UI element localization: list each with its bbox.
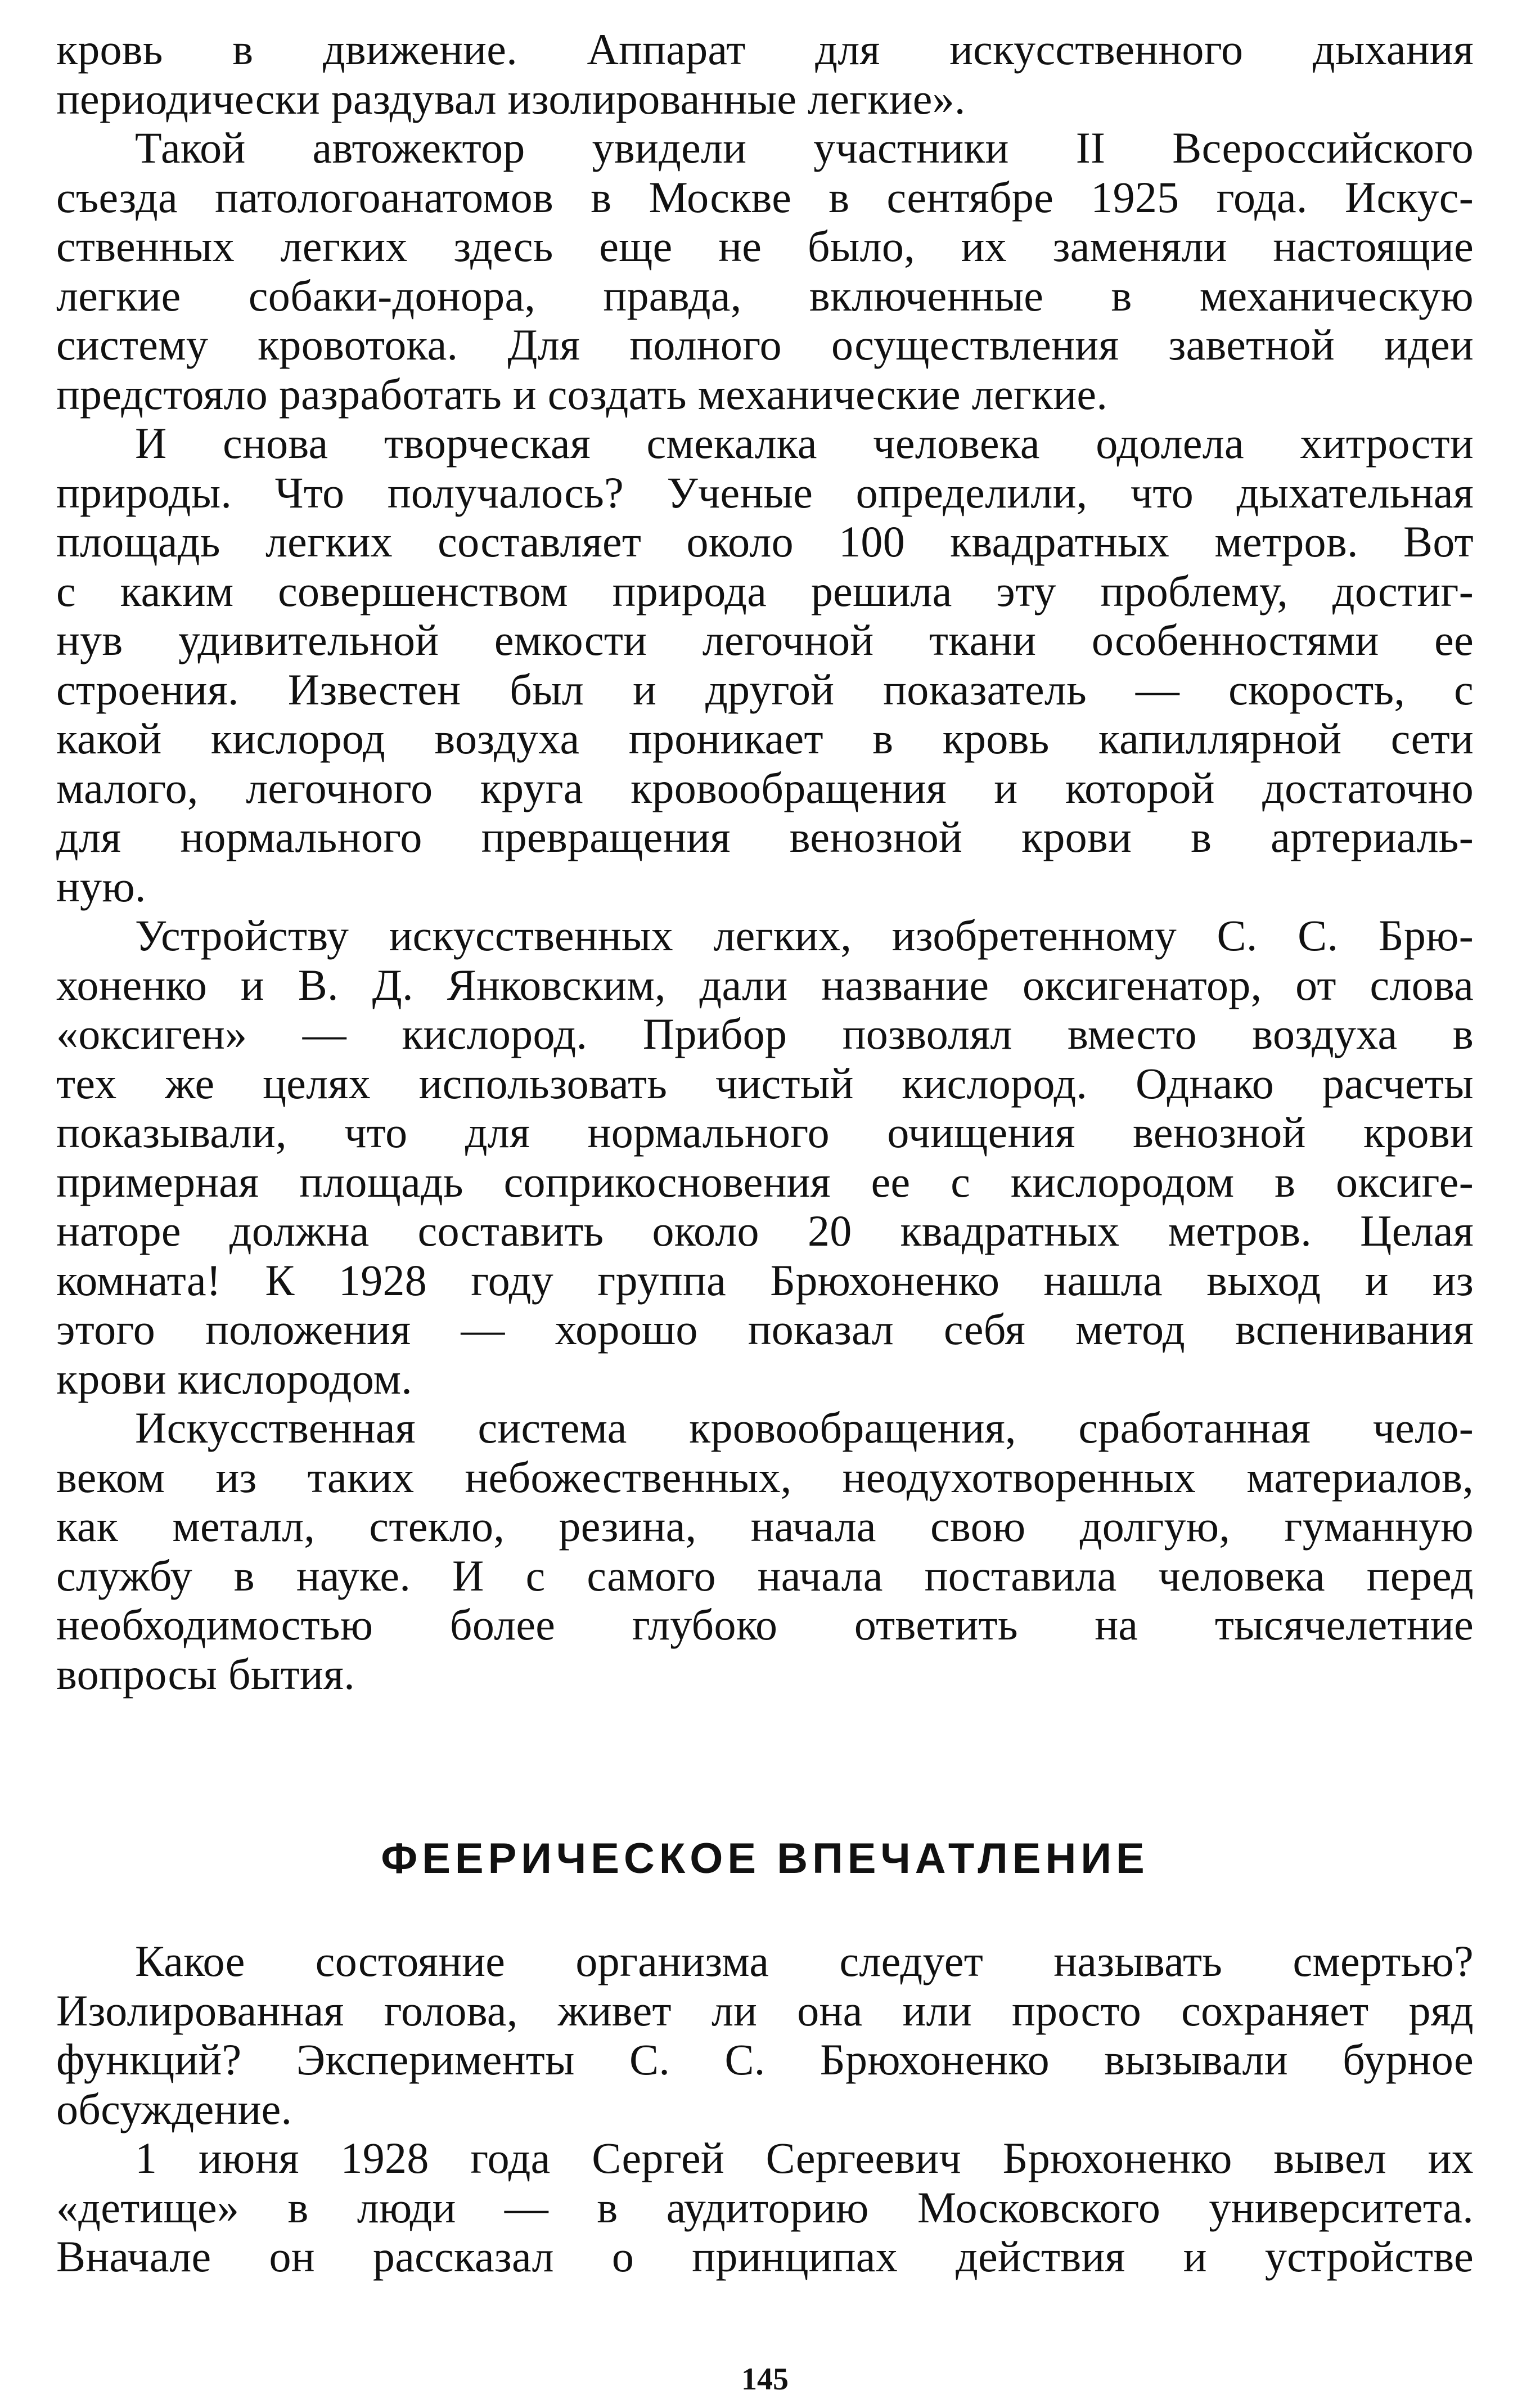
text-line: Такой автожектор увидели участники II Всероссийского bbox=[135, 123, 1474, 172]
text-line: Искусственная система кровообращения, сработанная чело- bbox=[135, 1403, 1474, 1452]
text-line: кровь в движение. Аппарат для искусственного дыхания bbox=[56, 25, 1474, 74]
text-line: И снова творческая смекалка человека одолела хитрости bbox=[135, 419, 1474, 468]
text-line: легкие собаки-донора, правда, включенные в механическую bbox=[56, 271, 1474, 320]
text-line: съезда патологоанатомов в Москве в сентябре 1925 года. Искус- bbox=[56, 172, 1474, 222]
text-line: крови кислородом. bbox=[56, 1354, 413, 1403]
text-line: показывали, что для нормального очищения венозной крови bbox=[56, 1108, 1474, 1157]
text-line: «оксиген» — кислород. Прибор позволял вместо воздуха в bbox=[56, 1009, 1474, 1058]
text-line: необходимостью более глубоко ответить на тысячелетние bbox=[56, 1600, 1474, 1649]
text-line: хоненко и В. Д. Янковским, дали название оксигенатор, от слова bbox=[56, 960, 1474, 1009]
text-line: какой кислород воздуха проникает в кровь капиллярной сети bbox=[56, 714, 1474, 763]
text-line: этого положения — хорошо показал себя метод вспенивания bbox=[56, 1305, 1474, 1354]
text-line: веком из таких небожественных, неодухотворенных материалов, bbox=[56, 1452, 1474, 1502]
paragraph bbox=[56, 419, 1474, 911]
text-line: природы. Что получалось? Ученые определили, что дыхательная bbox=[56, 468, 1474, 517]
text-line: нув удивительной емкости легочной ткани особенностями ее bbox=[56, 616, 1474, 664]
text-block-bottom bbox=[56, 1937, 1474, 2281]
text-line: службу в науке. И с самого начала поставила человека перед bbox=[56, 1551, 1474, 1600]
text-line: как металл, стекло, резина, начала свою долгую, гуманную bbox=[56, 1502, 1474, 1551]
text-line: обсуждение. bbox=[56, 2084, 292, 2133]
text-line: периодически раздувал изолированные легкие». bbox=[56, 74, 966, 123]
text-line: ную. bbox=[56, 861, 146, 911]
text-line: предстояло разработать и создать механические легкие. bbox=[56, 369, 1108, 419]
paragraph bbox=[56, 1403, 1474, 1699]
text-line: вопросы бытия. bbox=[56, 1649, 355, 1699]
text-line: площадь легких составляет около 100 квадратных метров. Вот bbox=[56, 517, 1474, 566]
text-line: строения. Известен был и другой показатель — скорость, с bbox=[56, 664, 1474, 714]
text-line: «детище» в люди — в аудиторию Московского университета. bbox=[56, 2182, 1474, 2232]
paragraph-continuation bbox=[56, 25, 1474, 123]
text-line: комната! К 1928 году группа Брюхоненко нашла выход и из bbox=[56, 1255, 1474, 1305]
text-line: с каким совершенством природа решила эту проблему, достиг- bbox=[56, 566, 1474, 616]
paragraph bbox=[56, 1937, 1474, 2133]
text-line: Вначале он рассказал о принципах действия и устройстве bbox=[56, 2232, 1474, 2281]
text-line: малого, легочного круга кровообращения и которой достаточно bbox=[56, 763, 1474, 812]
text-line: наторе должна составить около 20 квадратных метров. Целая bbox=[56, 1206, 1474, 1255]
text-line: Какое состояние организма следует называть смертью? bbox=[135, 1937, 1474, 1985]
text-line: для нормального превращения венозной крови в артериаль- bbox=[56, 812, 1474, 861]
text-line: ственных легких здесь еще не было, их заменяли настоящие bbox=[56, 222, 1474, 271]
text-line: тех же целях использовать чистый кислород. Однако расчеты bbox=[56, 1058, 1474, 1108]
text-line: 1 июня 1928 года Сергей Сергеевич Брюхоненко вывел их bbox=[135, 2133, 1474, 2182]
paragraph bbox=[56, 911, 1474, 1403]
text-line: функций? Эксперименты С. С. Брюхоненко вызывали бурное bbox=[56, 2035, 1474, 2084]
page-number: 145 bbox=[741, 2362, 789, 2397]
text-line: примерная площадь соприкосновения ее с кислородом в оксиге- bbox=[56, 1157, 1474, 1206]
text-line: Устройству искусственных легких, изобретенному С. С. Брю- bbox=[135, 911, 1474, 960]
paragraph bbox=[56, 2133, 1474, 2281]
paragraph bbox=[56, 123, 1474, 419]
section-heading: ФЕЕРИЧЕСКОЕ ВПЕЧАТЛЕНИЕ bbox=[381, 1835, 1149, 1883]
text-line: Изолированная голова, живет ли она или просто сохраняет ряд bbox=[56, 1985, 1474, 2035]
text-block-top bbox=[56, 25, 1474, 1699]
book-page bbox=[56, 25, 1474, 2397]
text-line: систему кровотока. Для полного осуществления заветной идеи bbox=[56, 320, 1474, 369]
